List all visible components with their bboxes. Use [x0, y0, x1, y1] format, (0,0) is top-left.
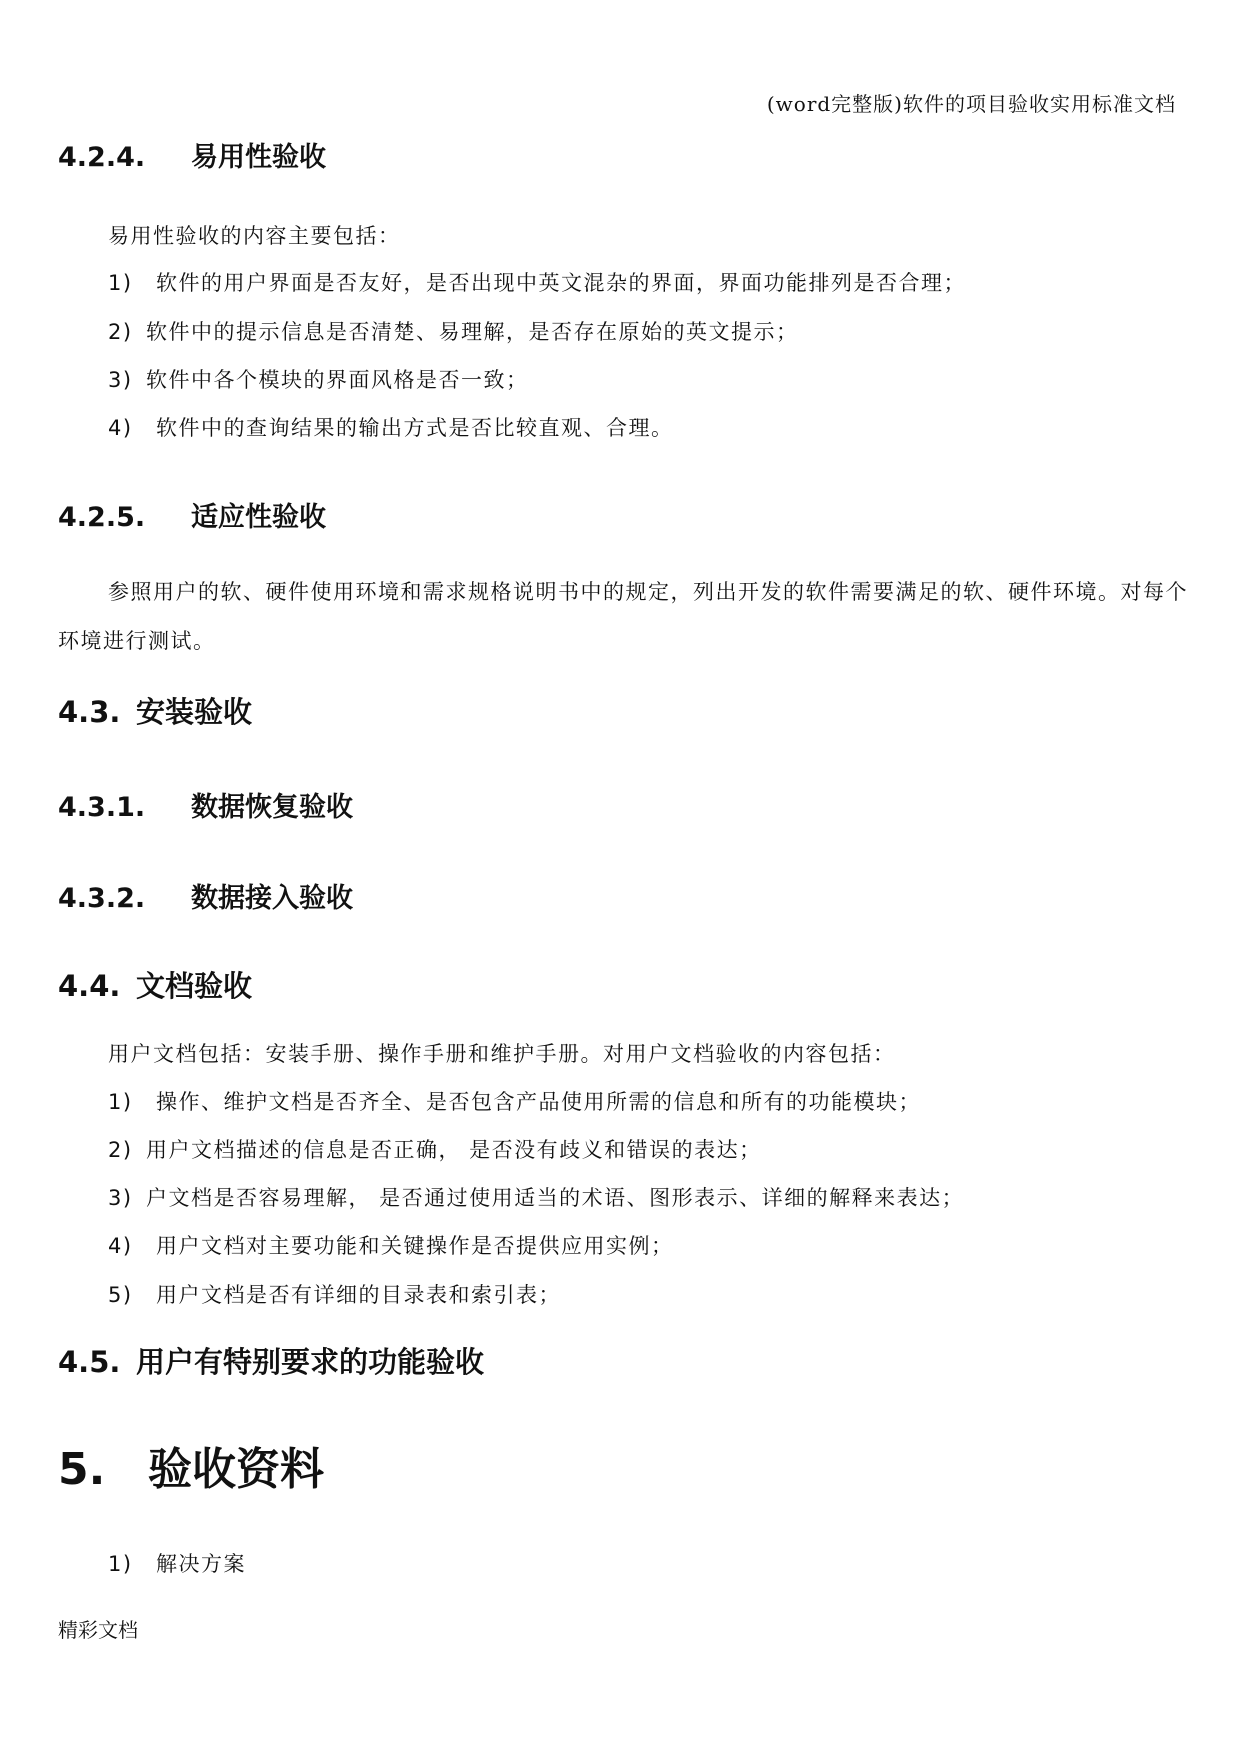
page-footer: 精彩文档	[58, 1618, 138, 1642]
list-item	[108, 267, 966, 297]
list-number: 3)	[108, 368, 133, 392]
heading-number: 4.4.	[58, 969, 121, 1003]
list-item	[108, 1279, 561, 1309]
heading-4-3-2	[58, 876, 353, 915]
list-item	[108, 1548, 246, 1578]
list-number: 5)	[108, 1283, 133, 1307]
heading-4-3-1	[58, 785, 353, 824]
heading-number: 4.2.4.	[58, 142, 146, 173]
heading-number: 4.3.2.	[58, 883, 146, 914]
heading-number: 4.3.1.	[58, 792, 146, 823]
list-text: 软件的用户界面是否友好，是否出现中英文混杂的界面，界面功能排列是否合理；	[156, 271, 966, 295]
heading-number: 4.3.	[58, 695, 121, 729]
list-item	[108, 364, 529, 394]
list-text: 用户文档是否有详细的目录表和索引表；	[156, 1283, 561, 1307]
heading-number: 4.5.	[58, 1345, 121, 1379]
heading-title: 安装验收	[136, 695, 253, 729]
heading-title: 易用性验收	[191, 142, 326, 173]
heading-number: 5.	[58, 1444, 106, 1495]
heading-4-5	[58, 1340, 484, 1381]
heading-title: 验收资料	[148, 1444, 324, 1495]
list-text: 用户文档描述的信息是否正确， 是否没有歧义和错误的表达；	[146, 1138, 762, 1162]
list-item	[108, 1182, 964, 1212]
list-text: 户文档是否容易理解， 是否通过使用适当的术语、图形表示、详细的解释来表达；	[146, 1186, 965, 1210]
heading-4-4	[58, 964, 252, 1005]
list-number: 1)	[108, 1090, 133, 1114]
list-text: 解决方案	[156, 1552, 246, 1576]
heading-4-3	[58, 690, 252, 731]
adaptability-paragraph: 参照用户的软、硬件使用环境和需求规格说明书中的规定，列出开发的软件需要满足的软、硬件环境。对每个环境进行测试。	[58, 580, 1188, 653]
list-text: 用户文档对主要功能和关键操作是否提供应用实例；	[156, 1234, 674, 1258]
heading-5	[58, 1433, 324, 1497]
list-number: 3)	[108, 1186, 133, 1210]
heading-4-2-4	[58, 135, 326, 174]
list-number: 1)	[108, 1552, 133, 1576]
heading-title: 用户有特别要求的功能验收	[136, 1345, 485, 1379]
heading-title: 数据接入验收	[191, 883, 353, 914]
list-text: 软件中各个模块的界面风格是否一致；	[146, 368, 529, 392]
list-number: 1)	[108, 271, 133, 295]
list-number: 4)	[108, 416, 133, 440]
heading-title: 文档验收	[136, 969, 253, 1003]
list-item	[108, 1086, 921, 1116]
page-header: (word完整版)软件的项目验收实用标准文档	[766, 92, 1176, 116]
usability-intro: 易用性验收的内容主要包括：	[108, 224, 401, 248]
list-item	[108, 412, 674, 442]
list-item	[108, 316, 799, 346]
list-item	[108, 1134, 762, 1164]
list-item	[108, 1230, 674, 1260]
list-number: 4)	[108, 1234, 133, 1258]
heading-title: 数据恢复验收	[191, 792, 353, 823]
heading-number: 4.2.5.	[58, 502, 146, 533]
heading-title: 适应性验收	[191, 502, 326, 533]
list-number: 2)	[108, 320, 133, 344]
list-text: 软件中的提示信息是否清楚、易理解，是否存在原始的英文提示；	[146, 320, 799, 344]
list-text: 操作、维护文档是否齐全、是否包含产品使用所需的信息和所有的功能模块；	[156, 1090, 921, 1114]
heading-4-2-5	[58, 495, 326, 534]
list-number: 2)	[108, 1138, 133, 1162]
documentation-intro: 用户文档包括：安装手册、操作手册和维护手册。对用户文档验收的内容包括：	[108, 1042, 896, 1066]
list-text: 软件中的查询结果的输出方式是否比较直观、合理。	[156, 416, 674, 440]
